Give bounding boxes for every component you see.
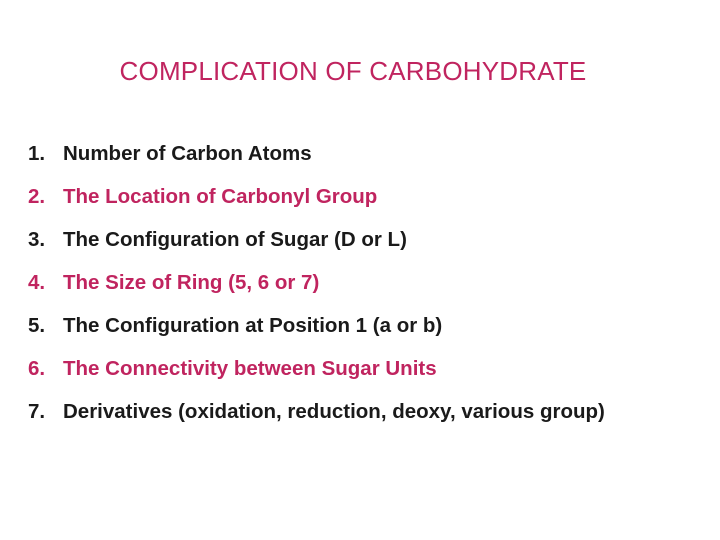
list-item — [28, 269, 718, 312]
list-item-number: 4. — [28, 271, 46, 294]
list-item-text: Derivatives (oxidation, reduction, deoxy, various group) — [63, 400, 605, 423]
list-item — [28, 398, 718, 441]
list-item-number: 6. — [28, 357, 46, 380]
list-item — [28, 355, 718, 398]
list-item-number: 1. — [28, 142, 46, 165]
list-item-text: The Configuration at Position 1 (a or b) — [63, 314, 443, 337]
topic-list — [28, 140, 718, 441]
slide-title: COMPLICATION OF CARBOHYDRATE — [119, 56, 587, 86]
list-item — [28, 183, 718, 226]
list-item — [28, 226, 718, 269]
list-item-number: 2. — [28, 185, 46, 208]
list-item-text: The Configuration of Sugar (D or L) — [63, 228, 407, 251]
list-item — [28, 312, 718, 355]
list-item-text: The Size of Ring (5, 6 or 7) — [63, 271, 320, 294]
list-item-text: The Location of Carbonyl Group — [63, 185, 378, 208]
list-item-number: 7. — [28, 400, 46, 423]
list-item-text: Number of Carbon Atoms — [63, 142, 312, 165]
list-item-text: The Connectivity between Sugar Units — [63, 357, 437, 380]
list-item-number: 3. — [28, 228, 46, 251]
list-item — [28, 140, 718, 183]
list-item-number: 5. — [28, 314, 46, 337]
